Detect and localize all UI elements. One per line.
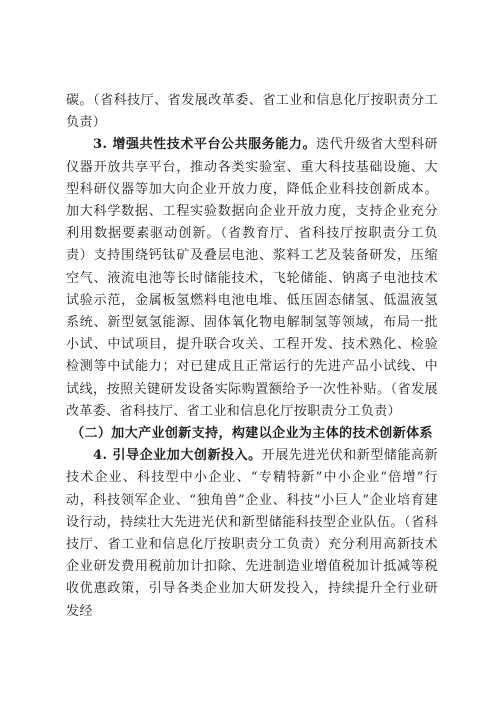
item-3-body: 迭代升级省大型科研仪器开放共享平台，推动各类实验室、重大科技基础设施、大型科研仪器等加大向企业开放力度，降低企业科技创新成本。加大科学数据、工程实验数据向企业开放力度，支持企业充分利用数据要素驱动创新。（省教育厅、省科技厅按职责分工负责）支持围绕钙钛矿及叠层电池、浆料工艺及装备研发，压缩空气、液流电池等长时储能技术，飞轮储能、钠离子电池技术试验示范，金属板氢燃料电池电堆、低压固态储氢、低温液氢系统、新型氨氢能源、固体氧化物电解制氢等领域，布局一批小试、中试项目，提升联合攻关、工程开发、技术熟化、检验检测等中试能力；对已建成且正常运行的先进产品小试线、中试线，按照关键研发设备实际购置额给予一次性补贴。（省发展改革委、省科技厅、省工业和信息化厅按职责分工负责） [66,137,438,419]
item-3-heading: 3. 增强共性技术平台公共服务能力。 [93,137,317,153]
paragraph-continuation: 碳。（省科技厅、省发展改革委、省工业和信息化厅按职责分工负责） [66,93,438,131]
document-body [66,90,438,623]
paragraph-item-4 [66,445,438,623]
section-heading: （二）加大产业创新支持，构建以企业为主体的技术创新体系 [71,426,433,442]
paragraph-item-3 [66,134,438,423]
item-4-body: 开展先进光伏和新型储能高新技术企业、科技型中小企业、“专精特新”中小企业“倍增”行动，科技领军企业、“独角兽”企业、科技“小巨人”企业培育建设行动，持续壮大先进光伏和新型储能科技型企业队伍。（省科技厅、省工业和信息化厅按职责分工负责）充分利用高新技术企业研发费用税前加计扣除、先进制造业增值税加计抵减等税收优惠政策，引导各类企业加大研发投入，持续提升全行业研发经 [66,448,438,619]
item-4-heading: 4. 引导企业加大创新投入。 [93,448,262,464]
